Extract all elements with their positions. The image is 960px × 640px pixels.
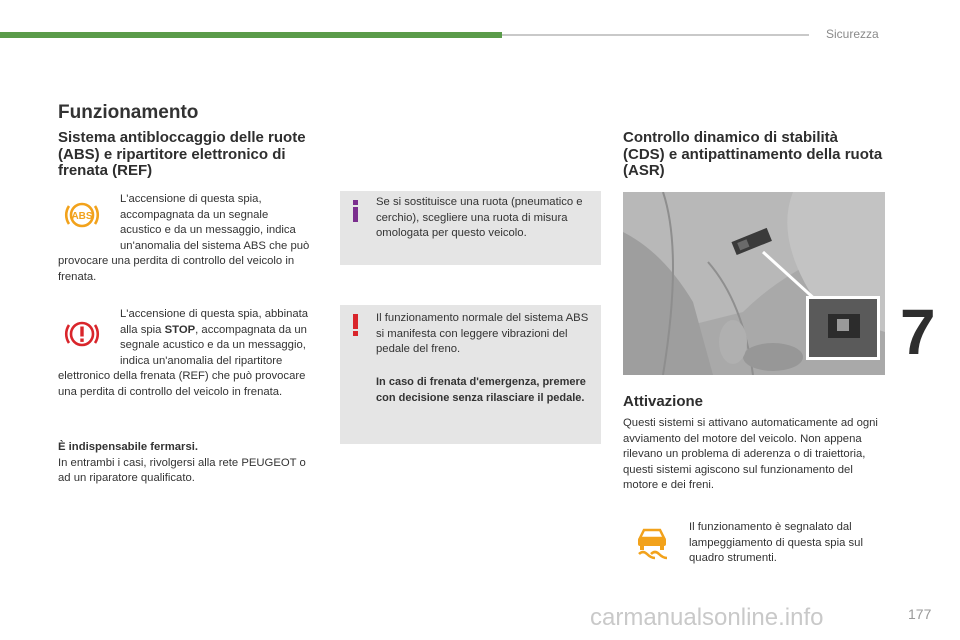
warning-box-bold-text: In caso di frenata d'emergenza, premere con decisione senza rilasciare il pedale. bbox=[376, 376, 586, 404]
ref-description bbox=[58, 307, 316, 400]
cds-section-title: Controllo dinamico di stabilità (CDS) e antipattinamento della ruota (ASR) bbox=[623, 129, 883, 179]
abs-description bbox=[58, 192, 312, 285]
top-divider-line bbox=[502, 34, 809, 36]
svg-text:ABS: ABS bbox=[71, 211, 93, 222]
stop-label: STOP bbox=[164, 323, 196, 336]
ref-text-a: L'accensione di questa spia, abbinata alla spia bbox=[120, 308, 309, 336]
stop-text: In entrambi i casi, rivolgersi alla rete PEUGEOT o ad un riparatore qualificato. bbox=[58, 456, 306, 484]
watermark: carmanualsonline.info bbox=[590, 604, 824, 631]
dashboard-button-photo bbox=[623, 192, 885, 375]
icon-spacer bbox=[58, 192, 120, 254]
icon-spacer bbox=[58, 307, 120, 369]
page-number: 177 bbox=[908, 606, 932, 622]
info-icon bbox=[350, 200, 362, 222]
page-title: Funzionamento bbox=[58, 102, 199, 123]
activation-title: Attivazione bbox=[623, 393, 704, 410]
exclamation-icon bbox=[350, 314, 362, 336]
skid-car-icon bbox=[632, 524, 672, 564]
stop-bold-text: È indispensabile fermarsi. bbox=[58, 441, 199, 453]
abs-description-text: L'accensione di questa spia, accompagnata da un segnale acustico e da un messaggio, indica un'anomalia del sistema ABS che può provocare una perdita di controllo del veicolo in frenata. bbox=[58, 193, 310, 283]
esp-indicator-text: Il funzionamento è segnalato dal lampeggiamento di questa spia sul quadro strumenti. bbox=[689, 521, 863, 564]
activation-text: Questi sistemi si attivano automaticamente ad ogni avviamento del motore del veicolo. Non appena rilevano un problema di aderenza o di traiettoria, questi sistemi agiscono sul funzionamento del motore e dei freni. bbox=[623, 417, 878, 491]
stop-instructions bbox=[58, 440, 318, 487]
top-accent-bar bbox=[0, 32, 502, 38]
section-name: Sicurezza bbox=[826, 27, 879, 41]
ref-text-b: , accompagnata da un segnale acustico e da un messaggio, indica un'anomalia del ripartitore elettronico della frenata (REF) che può provocare una perdita di controllo del veicolo in frenata. bbox=[58, 323, 307, 398]
chapter-number: 7 bbox=[900, 296, 936, 368]
info-box-text: Se si sostituisce una ruota (pneumatico e cerchio), scegliere una ruota di misura omologata per questo veicolo. bbox=[376, 196, 583, 239]
abs-section-title: Sistema antibloccaggio delle ruote (ABS) e ripartitore elettronico di frenata (REF) bbox=[58, 129, 306, 179]
warning-box-text: Il funzionamento normale del sistema ABS si manifesta con leggere vibrazioni del pedale del freno. bbox=[376, 312, 589, 355]
